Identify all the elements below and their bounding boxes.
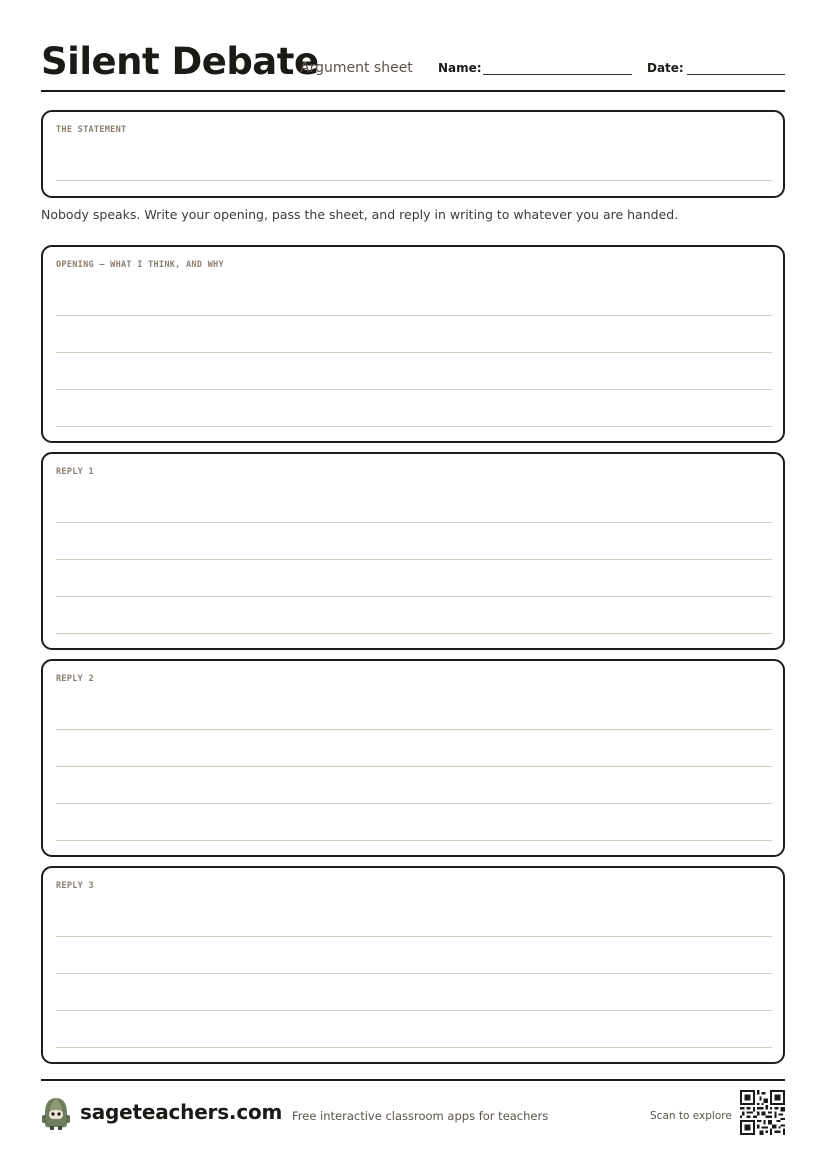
page-subtitle: Argument sheet	[300, 60, 413, 76]
reply-1-section[interactable]	[41, 452, 785, 650]
sage-mascot-icon	[41, 1096, 71, 1130]
writing-line	[56, 596, 772, 597]
reply-3-label: REPLY 3	[56, 881, 94, 891]
writing-line	[56, 633, 772, 634]
brand-name[interactable]: sageteachers.com	[80, 1100, 283, 1124]
writing-line	[56, 729, 772, 730]
instructions-text: Nobody speaks. Write your opening, pass the sheet, and reply in writing to whatever you are handed.	[41, 207, 679, 222]
writing-line	[56, 522, 772, 523]
qr-code-icon[interactable]	[740, 1090, 785, 1135]
opening-section[interactable]	[41, 245, 785, 443]
reply-2-label: REPLY 2	[56, 674, 94, 684]
scan-label: Scan to explore	[650, 1110, 732, 1122]
writing-line	[56, 389, 772, 390]
name-label: Name:	[438, 61, 482, 75]
reply-3-section[interactable]	[41, 866, 785, 1064]
writing-line	[56, 973, 772, 974]
writing-line	[56, 1047, 772, 1048]
writing-line	[56, 936, 772, 937]
writing-line	[56, 840, 772, 841]
brand-tagline: Free interactive classroom apps for teachers	[292, 1109, 549, 1123]
header-divider	[41, 90, 785, 92]
reply-2-section[interactable]	[41, 659, 785, 857]
writing-line	[56, 559, 772, 560]
writing-line	[56, 766, 772, 767]
page-header	[41, 36, 785, 92]
writing-line	[56, 803, 772, 804]
reply-1-label: REPLY 1	[56, 467, 94, 477]
writing-line	[56, 1010, 772, 1011]
writing-line	[56, 352, 772, 353]
opening-label: OPENING — WHAT I THINK, AND WHY	[56, 260, 224, 270]
date-field[interactable]	[687, 74, 785, 75]
statement-box[interactable]	[41, 110, 785, 198]
footer-divider	[41, 1079, 785, 1081]
statement-label: THE STATEMENT	[56, 125, 127, 135]
page-title: Silent Debate	[41, 40, 319, 83]
writing-line	[56, 315, 772, 316]
name-field[interactable]	[483, 74, 632, 75]
writing-line	[56, 426, 772, 427]
date-label: Date:	[647, 61, 684, 75]
writing-line	[56, 180, 772, 181]
